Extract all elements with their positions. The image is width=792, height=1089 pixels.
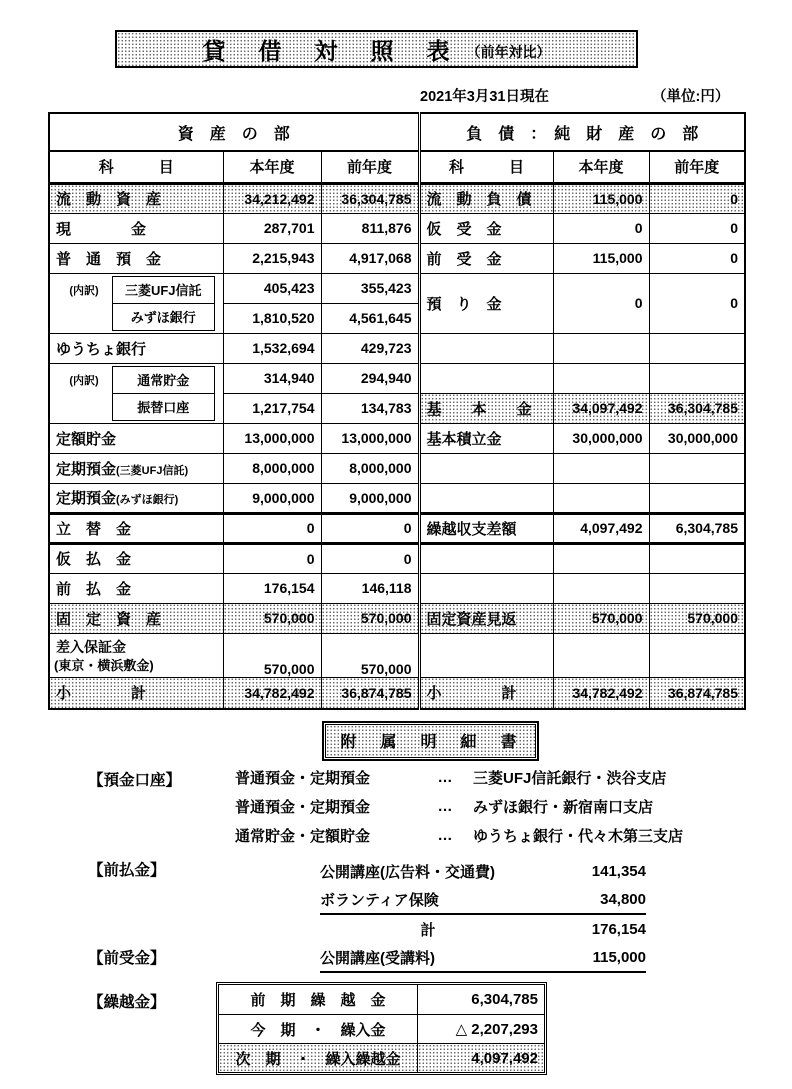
bank-branch: ゆうちょ銀行・代々木第三支店	[473, 828, 684, 845]
account-label: 現 金	[49, 213, 223, 243]
col-header-previous: 前年度	[321, 151, 419, 183]
subtotal-label: 小 計	[419, 677, 553, 709]
column-header-row	[49, 151, 745, 183]
amount-current: 0	[223, 543, 321, 573]
section-header-row	[49, 113, 745, 151]
amount-previous: 429,723	[321, 333, 419, 363]
amount-current: 30,000,000	[553, 423, 649, 453]
account-label: 仮 払 金	[49, 543, 223, 573]
report-title: 貸 借 対 照 表	[202, 37, 455, 64]
bank-branch: みずほ銀行・新宿南口支店	[473, 799, 654, 816]
amount-current: 34,097,492	[553, 393, 649, 423]
amount-current: 0	[223, 513, 321, 543]
table-row	[49, 243, 745, 273]
amount-previous: 294,940	[321, 363, 419, 393]
item-amount: 6,304,785	[471, 991, 538, 1008]
amount-current: 570,000	[223, 633, 321, 677]
empty-cell	[553, 573, 649, 603]
item-amount: △ 2,207,293	[455, 1021, 538, 1038]
amount-previous: 134,783	[321, 393, 419, 423]
col-header-previous: 前年度	[649, 151, 745, 183]
amount-previous: 4,917,068	[321, 243, 419, 273]
advance-list	[320, 944, 646, 973]
empty-cell	[649, 543, 745, 573]
account-label-main: 差入保証金	[56, 638, 126, 655]
account-label: 流 動 資 産	[49, 183, 223, 213]
empty-cell	[649, 633, 745, 677]
amount-current: 4,097,492	[553, 513, 649, 543]
item-amount: 141,354	[591, 863, 646, 880]
account-label-detail: (三菱UFJ信託)	[116, 464, 189, 477]
total-amount: 176,154	[591, 921, 646, 938]
account-row	[235, 821, 715, 850]
report-date: 2021年3月31日現在	[420, 89, 549, 105]
amount-previous: 4,561,645	[321, 303, 419, 333]
empty-cell	[419, 453, 553, 483]
empty-cell	[419, 333, 553, 363]
account-label: 仮 受 金	[419, 213, 553, 243]
amount-previous: 13,000,000	[321, 423, 419, 453]
amount-current: 176,154	[223, 573, 321, 603]
account-label: 三菱UFJ信託	[124, 283, 202, 298]
amount-previous: 0	[649, 243, 745, 273]
empty-cell	[419, 363, 553, 393]
bank-branch: 三菱UFJ信託銀行・渋谷支店	[473, 770, 667, 787]
col-header-current: 本年度	[553, 151, 649, 183]
account-label: 立 替 金	[49, 513, 223, 543]
table-row	[49, 273, 745, 303]
prepaid-row	[320, 857, 646, 886]
amount-previous: 570,000	[321, 633, 419, 677]
account-label-main: 定期預金	[56, 490, 117, 507]
amount-previous: 0	[321, 543, 419, 573]
amount-previous: 0	[321, 513, 419, 543]
empty-cell	[649, 363, 745, 393]
unit-label: （単位:円）	[652, 89, 730, 105]
account-label	[49, 483, 223, 513]
deposit-kind: 普通預金・定期預金	[235, 770, 371, 787]
item-name: 次 期 ・ 繰入繰越金	[219, 1044, 418, 1072]
amount-previous: 9,000,000	[321, 483, 419, 513]
prepaid-list	[320, 857, 646, 944]
table-row	[49, 423, 745, 453]
carryover-section-heading: 【繰越金】	[88, 994, 166, 1011]
assets-section-header: 資 産 の 部	[49, 113, 419, 151]
amount-current: 2,215,943	[223, 243, 321, 273]
table-row	[49, 213, 745, 243]
empty-cell	[553, 543, 649, 573]
prepaid-row	[320, 886, 646, 915]
empty-cell	[649, 333, 745, 363]
amount-previous: 811,876	[321, 213, 419, 243]
table-row	[49, 363, 745, 393]
table-row	[49, 513, 745, 543]
breakdown-cell	[49, 273, 223, 333]
amount-current: 13,000,000	[223, 423, 321, 453]
amount-current: 287,701	[223, 213, 321, 243]
item-name: 公開講座(受講料)	[320, 950, 435, 967]
table-row	[49, 483, 745, 513]
account-label: ゆうちょ銀行	[49, 333, 223, 363]
item-name: ボランティア保険	[320, 892, 439, 909]
empty-cell	[553, 483, 649, 513]
account-label: 前 払 金	[49, 573, 223, 603]
amount-previous: 570,000	[649, 603, 745, 633]
advance-row	[320, 944, 646, 973]
breakdown-cell	[49, 363, 223, 423]
amount-current: 570,000	[553, 603, 649, 633]
table-row	[49, 603, 745, 633]
amount-previous: 0	[649, 273, 745, 333]
deposit-kind: 通常貯金・定額貯金	[235, 828, 371, 845]
empty-cell	[553, 333, 649, 363]
item-name: 公開講座(広告料・交通費)	[320, 864, 495, 881]
item-amount: 4,097,492	[418, 1044, 544, 1072]
empty-cell	[419, 543, 553, 573]
amount-current: 0	[553, 273, 649, 333]
breakdown-label: (内訳)	[69, 284, 99, 297]
carryover-row	[219, 1043, 544, 1072]
amount-previous: 0	[649, 213, 745, 243]
empty-cell	[419, 573, 553, 603]
account-row	[235, 792, 715, 821]
amount-current: 314,940	[223, 363, 321, 393]
account-label: 固定資産見返	[419, 603, 553, 633]
account-label: 基本積立金	[419, 423, 553, 453]
empty-cell	[649, 483, 745, 513]
amount-current: 115,000	[553, 183, 649, 213]
amount-previous: 30,000,000	[649, 423, 745, 453]
accounts-section-heading: 【預金口座】	[88, 772, 182, 789]
accounts-list	[235, 763, 715, 850]
amount-current: 34,782,492	[223, 677, 321, 709]
account-label: みずほ銀行	[113, 303, 214, 330]
report-title-box	[115, 30, 638, 68]
table-row	[49, 453, 745, 483]
account-row	[235, 763, 715, 792]
amount-current: 1,532,694	[223, 333, 321, 363]
item-name: 前 期 繰 越 金	[219, 985, 418, 1014]
empty-cell	[553, 453, 649, 483]
account-label-detail: (みずほ銀行)	[116, 494, 179, 506]
amount-current: 34,212,492	[223, 183, 321, 213]
item-amount: 115,000	[592, 949, 646, 966]
account-label: 普 通 預 金	[49, 243, 223, 273]
amount-current: 405,423	[223, 273, 321, 303]
amount-previous: 36,304,785	[649, 393, 745, 423]
empty-cell	[419, 633, 553, 677]
amount-previous: 570,000	[321, 603, 419, 633]
amount-current: 8,000,000	[223, 453, 321, 483]
item-name: 今 期 ・ 繰入金	[219, 1015, 418, 1043]
account-label-main: 定期預金	[56, 460, 117, 478]
account-label-detail: (東京・横浜敷金)	[54, 657, 154, 673]
annex-title: 附 属 明 細 書	[325, 724, 536, 758]
account-label: 固 定 資 産	[49, 603, 223, 633]
annex-title-box	[322, 721, 539, 761]
col-header-current: 本年度	[223, 151, 321, 183]
account-label: 繰越収支差額	[419, 513, 553, 543]
col-header-item: 科 目	[419, 151, 553, 183]
breakdown-box	[112, 366, 215, 421]
table-row	[49, 633, 745, 677]
table-row	[49, 333, 745, 363]
empty-cell	[553, 363, 649, 393]
account-label: 定額貯金	[49, 423, 223, 453]
empty-cell	[649, 573, 745, 603]
amount-previous: 36,874,785	[649, 677, 745, 709]
table-row	[49, 573, 745, 603]
report-title-subtitle: （前年対比）	[466, 44, 551, 60]
amount-current: 0	[553, 213, 649, 243]
amount-current: 115,000	[553, 243, 649, 273]
carryover-row	[219, 1014, 544, 1043]
amount-current: 34,782,492	[553, 677, 649, 709]
account-label: 流 動 負 債	[419, 183, 553, 213]
amount-previous: 6,304,785	[649, 513, 745, 543]
amount-previous: 0	[649, 183, 745, 213]
breakdown-label: (内訳)	[69, 374, 99, 387]
empty-cell	[649, 453, 745, 483]
amount-previous: 8,000,000	[321, 453, 419, 483]
ellipsis-separator: …	[437, 769, 453, 786]
table-row	[49, 183, 745, 213]
account-label: 前 受 金	[419, 243, 553, 273]
deposit-kind: 普通預金・定期預金	[235, 799, 371, 816]
total-label: 計	[420, 922, 436, 939]
amount-previous: 146,118	[321, 573, 419, 603]
amount-previous: 355,423	[321, 273, 419, 303]
account-label: 預 り 金	[419, 273, 553, 333]
table-row	[49, 677, 745, 709]
ellipsis-separator: …	[437, 798, 453, 815]
carryover-table	[218, 984, 545, 1073]
balance-sheet-table	[48, 112, 746, 710]
amount-previous: 36,874,785	[321, 677, 419, 709]
account-label: 通常貯金	[137, 373, 190, 388]
account-label	[49, 453, 223, 483]
account-label: 基 本 金	[419, 393, 553, 423]
account-label: 振替口座	[113, 393, 214, 420]
prepaid-section-heading: 【前払金】	[88, 862, 166, 879]
prepaid-total-row	[320, 915, 646, 944]
empty-cell	[553, 633, 649, 677]
empty-cell	[419, 483, 553, 513]
item-amount: 34,800	[600, 891, 646, 908]
table-row	[49, 543, 745, 573]
col-header-item: 科 目	[49, 151, 223, 183]
amount-current: 1,810,520	[223, 303, 321, 333]
ellipsis-separator: …	[437, 827, 453, 844]
amount-current: 9,000,000	[223, 483, 321, 513]
subtotal-label: 小 計	[49, 677, 223, 709]
liabilities-section-header: 負 債 ： 純 財 産 の 部	[419, 113, 745, 151]
amount-current: 570,000	[223, 603, 321, 633]
advance-section-heading: 【前受金】	[88, 950, 166, 967]
breakdown-box	[112, 276, 215, 331]
carryover-row	[219, 985, 544, 1014]
amount-previous: 36,304,785	[321, 183, 419, 213]
amount-current: 1,217,754	[223, 393, 321, 423]
account-label	[49, 633, 223, 677]
